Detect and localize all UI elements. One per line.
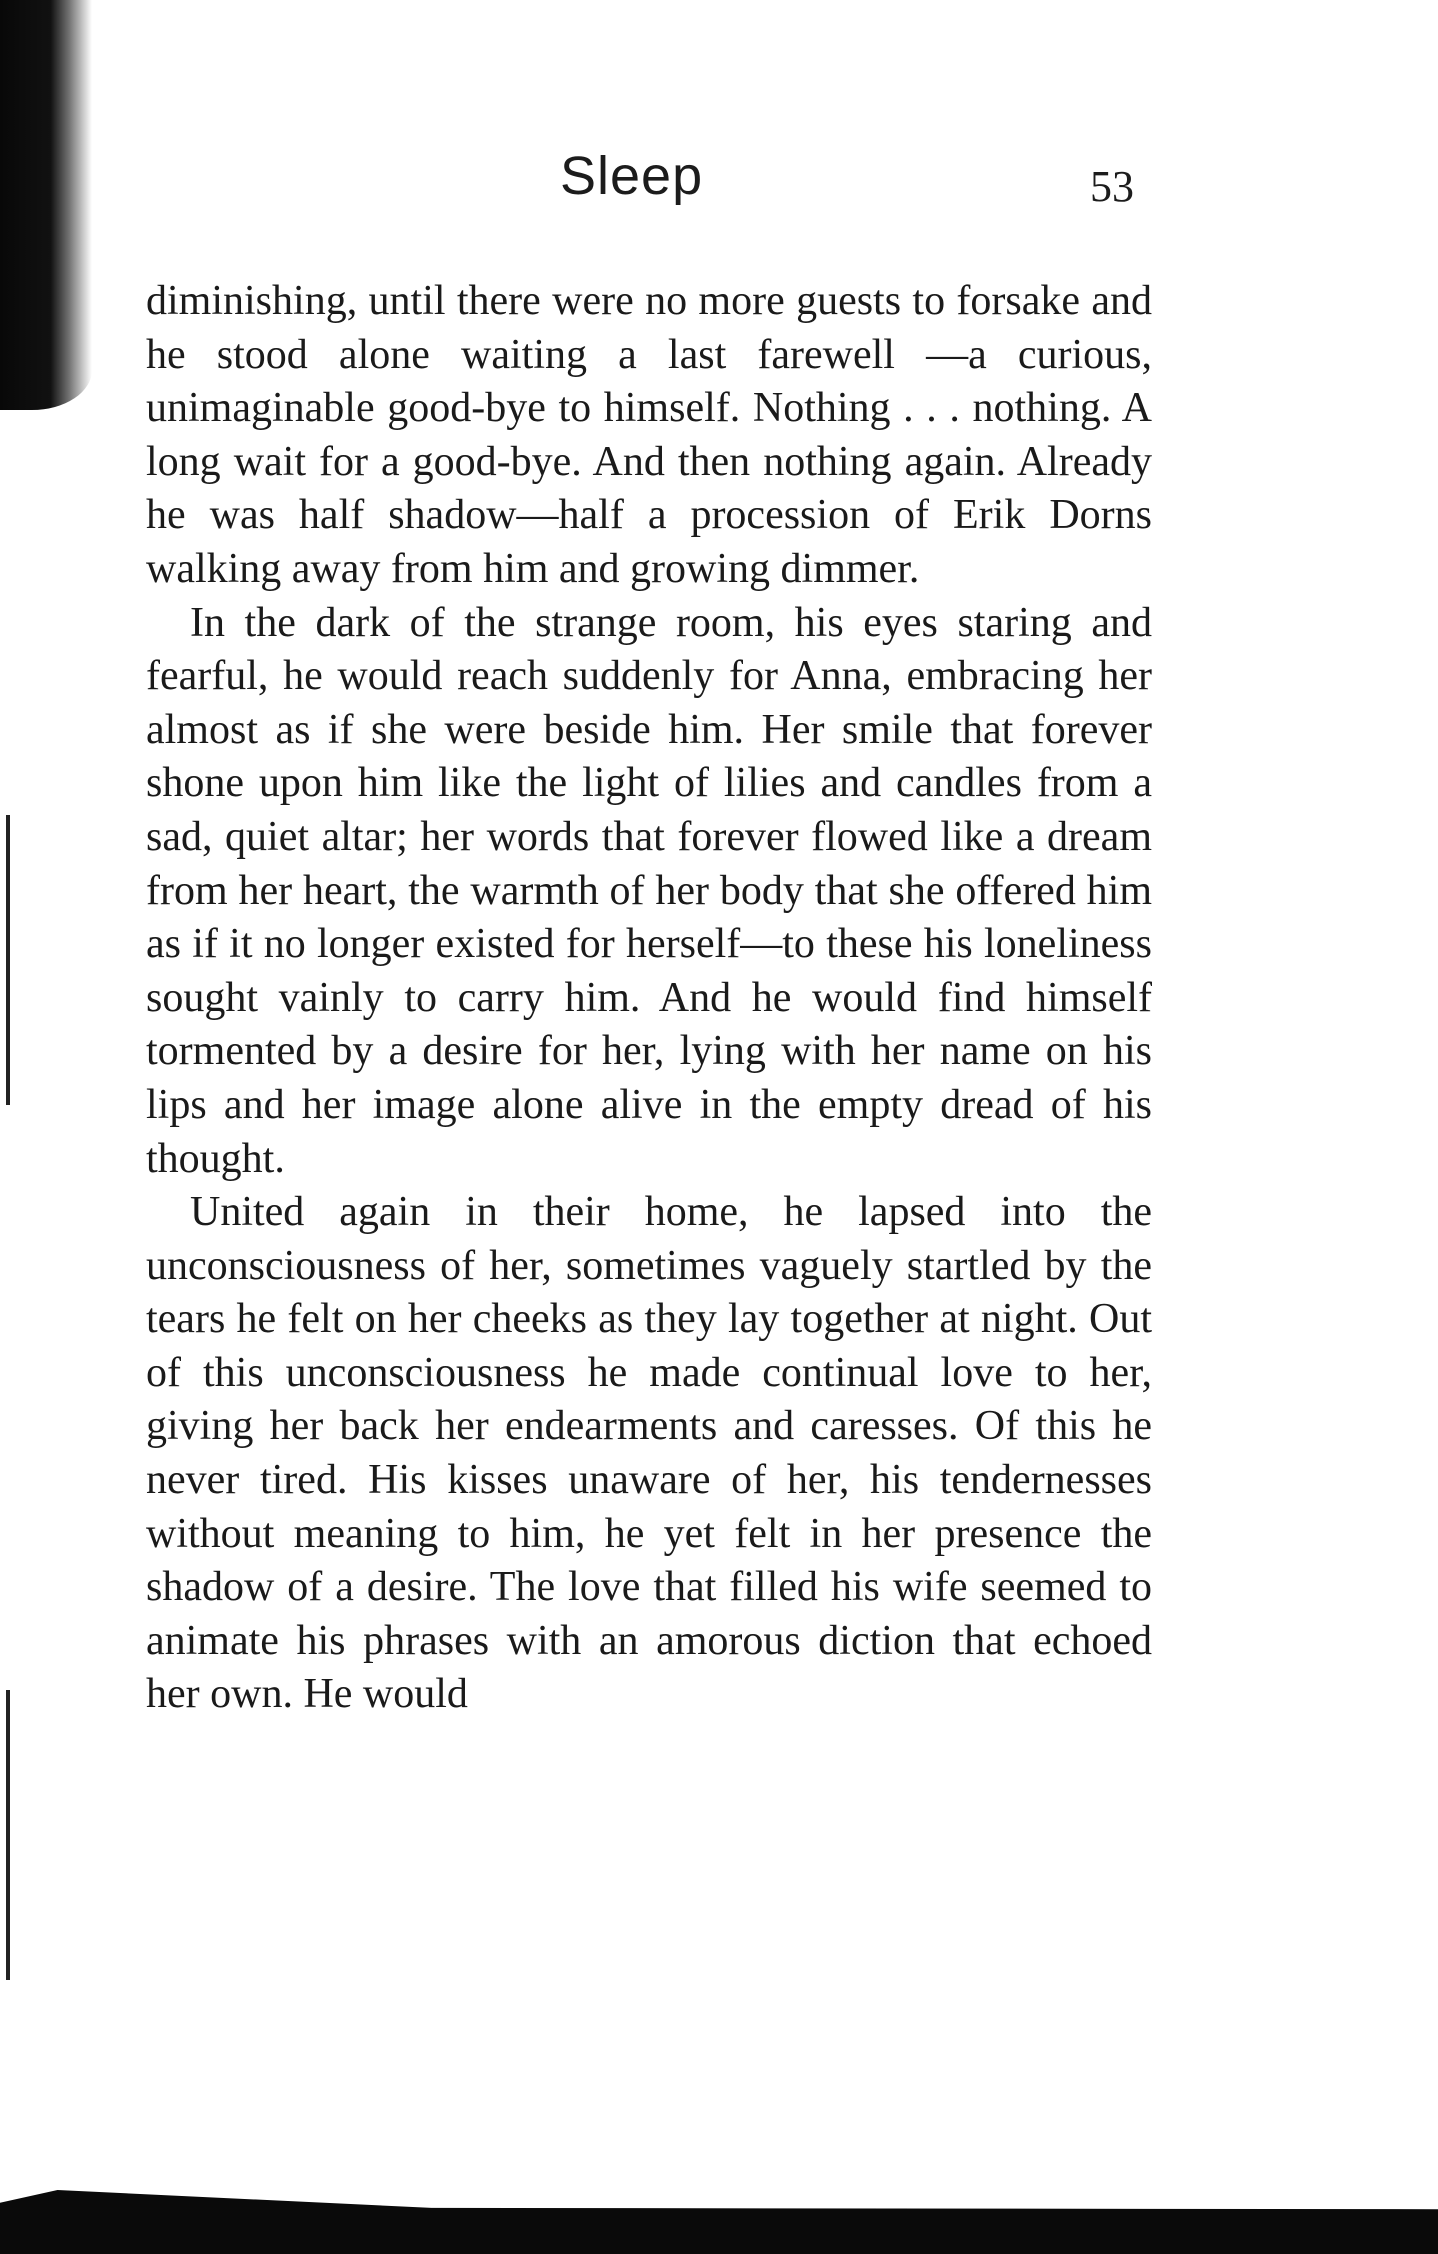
running-head <box>0 145 1438 215</box>
paragraph: In the dark of the strange room, his eyes staring and fearful, he would reach suddenly for Anna, embracing her almost as if she were beside him. Her smile that forever shone upon him like the light of lilies and candles from a sad, quiet altar; her words that forever flowed like a dream from her heart, the warmth of her body that she offered him as if it no longer existed for herself—to these his loneliness sought vainly to carry him. And he would find himself tormented by a desire for her, lying with her name on his lips and her image alone alive in the empty dread of his thought. <box>146 599 1152 1182</box>
scan-mark-left-lower <box>6 1690 10 1980</box>
paragraph: United again in their home, he lapsed into the unconsciousness of her, sometimes vaguely startled by the tears he felt on her cheeks as they lay together at night. Out of this unconsciousness he made continual love to her, giving her back her endearments and caresses. Of this he never tired. His kisses unaware of her, his tendernesses without meaning to him, he yet felt in her presence the shadow of a desire. The love that filled his wife seemed to animate his phrases with an amorous diction that echoed her own. He would <box>146 1189 1152 1718</box>
paragraph: diminishing, until there were no more guests to forsake and he stood alone waiting a last farewell —a curious, unimaginable good-bye to himself. Nothing . . . nothing. A long wait for a good-bye. And then nothing again. Already he was half shadow—half a procession of Erik Dorns walking away from him and growing dimmer. <box>146 278 1152 592</box>
body-text <box>146 275 1152 1722</box>
scan-mark-left <box>6 815 10 1105</box>
scan-edge-bottom <box>0 2190 1438 2254</box>
chapter-title: Sleep <box>560 146 704 206</box>
page-number: 53 <box>1090 162 1134 211</box>
